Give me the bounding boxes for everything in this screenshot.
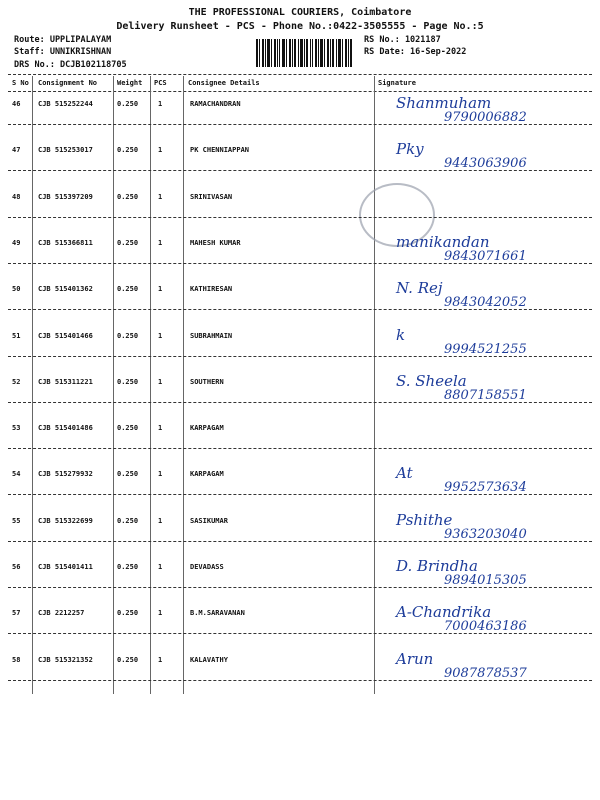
row-pcs: 1 [158,100,163,108]
row-consignment-no: CJB 515401411 [38,563,93,571]
row-sno: 57 [12,609,21,617]
row-consignee: SRINIVASAN [190,193,233,201]
row-consignment-no: CJB 515322699 [38,517,93,525]
rs-number: RS No.: 1021187 [364,35,441,45]
barcode-image [256,39,352,67]
signature-phone: 9952573634 [444,480,527,495]
row-sno: 50 [12,285,21,293]
signature-name: A-Chandrika [396,603,492,621]
row-sno: 47 [12,146,21,154]
row-weight: 0.250 [117,563,139,571]
signature-name: D. Brindha [396,557,478,575]
row-consignment-no: CJB 515401466 [38,332,93,340]
row-consignee: DEVADASS [190,563,224,571]
row-weight: 0.250 [117,609,139,617]
row-sno: 46 [12,100,21,108]
col-divider [150,76,151,694]
row-pcs: 1 [158,332,163,340]
row-consignee: KALAVATHY [190,656,228,664]
header-bottom-rule [8,91,592,92]
header-top-rule [8,74,592,75]
row-pcs: 1 [158,517,163,525]
signature-phone: 9843042052 [444,295,527,310]
signature-name: Arun [396,650,434,668]
row-pcs: 1 [158,424,163,432]
row-weight: 0.250 [117,100,139,108]
row-sno: 52 [12,378,21,386]
row-pcs: 1 [158,378,163,386]
row-consignee: SOUTHERN [190,378,224,386]
row-consignment-no: CJB 515311221 [38,378,93,386]
signature-name: manikandan [396,233,490,251]
row-consignment-no: CJB 515321352 [38,656,93,664]
col-divider [32,76,33,694]
signature-name: At [396,464,413,482]
row-weight: 0.250 [117,378,139,386]
row-pcs: 1 [158,239,163,247]
row-sno: 58 [12,656,21,664]
row-pcs: 1 [158,563,163,571]
col-sno: S No [12,79,29,87]
col-signature: Signature [378,79,416,87]
staff-label: Staff: UNNIKRISHNAN [14,47,112,57]
col-consignment: Consignment No [38,79,98,87]
signature-phone: 7000463186 [444,619,527,634]
row-sno: 48 [12,193,21,201]
row-consignee: KATHIRESAN [190,285,233,293]
row-weight: 0.250 [117,517,139,525]
row-sno: 56 [12,563,21,571]
col-divider [374,76,375,694]
signature-phone: 9790006882 [444,110,527,125]
company-title: THE PROFESSIONAL COURIERS, Coimbatore [188,7,412,18]
row-pcs: 1 [158,285,163,293]
row-weight: 0.250 [117,332,139,340]
row-consignment-no: CJB 515252244 [38,100,93,108]
row-consignment-no: CJB 515401362 [38,285,93,293]
row-weight: 0.250 [117,470,139,478]
signature-phone: 9994521255 [444,342,527,357]
signature-name: Shanmuham [396,94,492,112]
runsheet-title: Delivery Runsheet - PCS - Phone No.:0422-3505555 - Page No.:5 [116,21,484,32]
row-consignment-no: CJB 515397209 [38,193,93,201]
row-consignee: MAHESH KUMAR [190,239,241,247]
signature-name: Pky [396,140,424,158]
row-sno: 53 [12,424,21,432]
row-sno: 54 [12,470,21,478]
signature-phone: 9087878537 [444,666,527,681]
row-sno: 51 [12,332,21,340]
row-consignee: PK CHENNIAPPAN [190,146,250,154]
row-consignment-no: CJB 2212257 [38,609,85,617]
row-consignee: KARPAGAM [190,470,224,478]
row-separator [8,217,592,218]
signature-name: N. Rej [396,279,443,297]
col-consignee: Consignee Details [188,79,260,87]
row-pcs: 1 [158,609,163,617]
row-pcs: 1 [158,656,163,664]
row-sno: 49 [12,239,21,247]
signature-phone: 9894015305 [444,573,527,588]
row-weight: 0.250 [117,239,139,247]
row-separator [8,448,592,449]
row-weight: 0.250 [117,146,139,154]
col-divider [113,76,114,694]
row-consignee: RAMACHANDRAN [190,100,241,108]
row-consignee: B.M.SARAVANAN [190,609,245,617]
col-weight: Weight [117,79,143,87]
row-consignment-no: CJB 515253017 [38,146,93,154]
signature-phone: 9363203040 [444,527,527,542]
signature-phone: 8807158551 [444,388,527,403]
row-weight: 0.250 [117,656,139,664]
row-consignee: SASIKUMAR [190,517,228,525]
row-weight: 0.250 [117,285,139,293]
row-consignment-no: CJB 515366811 [38,239,93,247]
signature-name: S. Sheela [396,372,467,390]
row-pcs: 1 [158,470,163,478]
row-weight: 0.250 [117,424,139,432]
row-pcs: 1 [158,146,163,154]
row-weight: 0.250 [117,193,139,201]
row-consignment-no: CJB 515279932 [38,470,93,478]
signature-name: Pshithe [396,511,453,529]
row-sno: 55 [12,517,21,525]
row-consignment-no: CJB 515401486 [38,424,93,432]
row-pcs: 1 [158,193,163,201]
col-divider [183,76,184,694]
drs-label: DRS No.: DCJB102118705 [14,60,127,70]
signature-name: k [396,326,406,344]
row-consignee: KARPAGAM [190,424,224,432]
route-label: Route: UPPLIPALAYAM [14,35,112,45]
rs-date: RS Date: 16-Sep-2022 [364,47,467,57]
col-pcs: PCS [154,79,167,87]
signature-phone: 9443063906 [444,156,527,171]
row-consignee: SUBRAHMAIN [190,332,233,340]
signature-phone: 9843071661 [444,249,527,264]
